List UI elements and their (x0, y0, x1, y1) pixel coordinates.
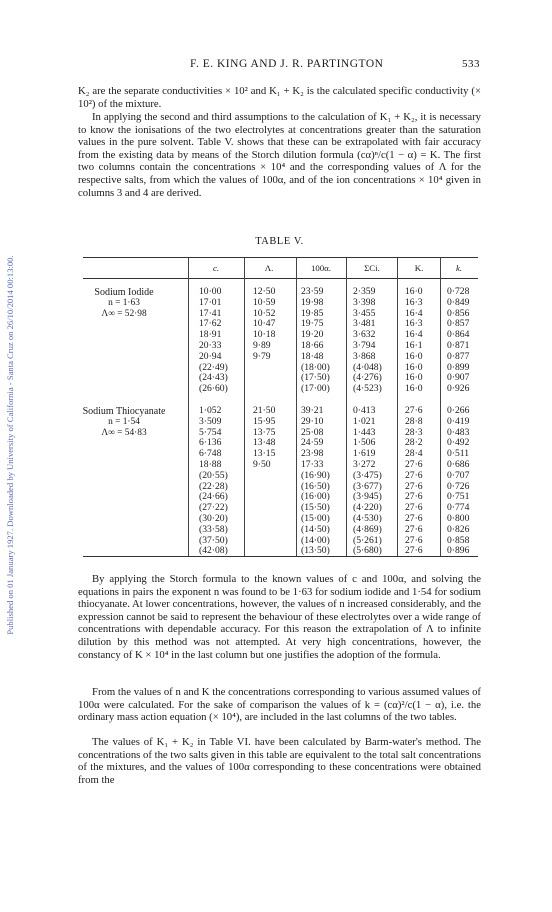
table-cell: (37·50) (199, 534, 228, 546)
table-cell: 9·89 (253, 339, 271, 351)
table-cell: 16·0 (405, 372, 423, 384)
table-cell: 10·52 (253, 307, 276, 319)
provenance-sidebar (2, 0, 18, 912)
table-cell: 28·2 (405, 437, 423, 449)
table-cell: 3·272 (353, 458, 376, 470)
table-cell: (3·945) (353, 491, 382, 503)
table-cell: 0·492 (447, 437, 470, 449)
running-title: F. E. KING AND J. R. PARTINGTON (190, 58, 384, 70)
table-cell: 17·01 (199, 296, 222, 308)
table-cell: 39·21 (301, 405, 324, 416)
paragraph-3: By applying the Storch formula to the known values of c and 100α, and solving the equations in pairs the exponent n was found to be 1·63 for sodium iodide and 1·54 for sodium thiocyanate. At lower concentrations, however, the values of n increased considerably, and the expression cannot be said to represent the behaviour of these electrolytes over a wide range of concentrations with dependable accuracy. For this reason the extrapolation of Λ to infinite dilution by this method was not attempted. At very high concentrations, however, the constancy of K × 10⁴ in the last column but one justifies the adoption of the formula. (78, 573, 481, 661)
table-cell: 0·511 (447, 448, 470, 460)
table-cell: 17·62 (199, 318, 222, 330)
table-cell: 21·50 (253, 405, 276, 416)
table-cell: (5·680) (353, 545, 382, 557)
table-cell: (16·00) (301, 491, 330, 503)
table-cell: (16·90) (301, 469, 330, 481)
table-cell: 13·48 (253, 437, 276, 449)
table-cell: 0·774 (447, 502, 470, 514)
column-header: Λ. (264, 263, 274, 273)
table-cell: 27·6 (405, 480, 423, 492)
table-cell: 23·98 (301, 448, 324, 460)
table-cell: (26·60) (199, 383, 228, 395)
table-cell: 2·359 (353, 286, 376, 297)
table-cell: 0·266 (447, 405, 470, 416)
table-divider (346, 258, 347, 556)
column-100alpha (301, 406, 330, 557)
table-cell: 10·47 (253, 318, 276, 330)
column-header: k. (455, 263, 463, 273)
table-cell: 16·4 (405, 307, 423, 319)
column-c (199, 287, 228, 395)
column-header: ΣCi. (364, 263, 380, 273)
column-lambda (253, 287, 275, 363)
table-cell: 6·136 (199, 437, 222, 449)
table-cell: 27·6 (405, 405, 423, 416)
column-k (447, 287, 469, 395)
table-cell: 0·899 (447, 361, 470, 373)
table-cell: 0·826 (447, 523, 470, 535)
table-cell: 1·021 (353, 415, 376, 427)
table-cell: 0·728 (447, 286, 470, 297)
paragraph-2: In applying the second and third assumptions to the calculation of K₁ + K₂, it is necessary to know the ionisations of the two electrolytes at concentrations greater than the saturation values in the pure solvent. Table V. shows that these can be extrapolated with fair accuracy from the existing data by means of the Storch dilution formula (cα)ⁿ/c(1 − α) = K. The first two columns contain the concentrations × 10⁴ and the corresponding values of Λ for the respective salts, from which the values of 100α, and of the ion concentrations × 10⁴ given in columns 3 and 4 are derived. (78, 111, 481, 199)
salt-name: Sodium Thiocyanate (82, 406, 166, 417)
table-cell: 0·858 (447, 534, 470, 546)
table-cell: 1·619 (353, 448, 376, 460)
exponent-label: n = 1·54 (108, 417, 140, 427)
table-cell: 0·856 (447, 307, 470, 319)
table-cell: (4·530) (353, 512, 382, 524)
table-cell: 9·79 (253, 350, 271, 362)
table-cell: 27·6 (405, 502, 423, 514)
table-cell: (22·49) (199, 361, 228, 373)
column-sum-ci (353, 406, 382, 557)
table-cell: 19·85 (301, 307, 324, 319)
table-top-rule (83, 257, 478, 258)
table-cell: 0·751 (447, 491, 470, 503)
table-divider (440, 258, 441, 556)
table-cell: (4·869) (353, 523, 382, 535)
table-cell: 27·6 (405, 512, 423, 524)
table-cell: 29·10 (301, 415, 324, 427)
table-cell: 27·6 (405, 545, 423, 557)
table-cell: 16·0 (405, 350, 423, 362)
table-cell: 3·455 (353, 307, 376, 319)
table-cell: 28·3 (405, 426, 423, 438)
table-cell: (15·50) (301, 502, 330, 514)
table-cell: 18·66 (301, 339, 324, 351)
table-cell: 18·48 (301, 350, 324, 362)
table-cell: 12·50 (253, 286, 276, 297)
table-cell: 27·6 (405, 523, 423, 535)
column-K (405, 406, 423, 557)
table-cell: (5·261) (353, 534, 382, 546)
table-cell: 0·707 (447, 469, 470, 481)
table-cell: 0·849 (447, 296, 470, 308)
table-cell: 0·419 (447, 415, 470, 427)
table-cell: 16·4 (405, 329, 423, 341)
column-header: c. (212, 263, 220, 273)
column-lambda (253, 406, 275, 471)
table-cell: 3·481 (353, 318, 376, 330)
provenance-text: Published on 01 January 1927. Downloaded by University of California - Santa Cruz on 26/10/2014 00:13:00. (5, 255, 15, 635)
table-cell: (22·28) (199, 480, 228, 492)
table-cell: (4·048) (353, 361, 382, 373)
column-K (405, 287, 423, 395)
table-cell: 3·509 (199, 415, 222, 427)
paragraph-1: K₂ are the separate conductivities × 10² and K₁ + K₂ is the calculated specific conductivity (× 10²) of the mixture. (78, 85, 481, 110)
limiting-conductivity-label: Λ∞ = 52·98 (101, 309, 147, 319)
table-cell: 1·506 (353, 437, 376, 449)
table-cell: 10·59 (253, 296, 276, 308)
table-cell: (3·475) (353, 469, 382, 481)
table-cell: 9·50 (253, 458, 271, 470)
table-cell: (24·43) (199, 372, 228, 384)
column-100alpha (301, 287, 330, 395)
table-cell: (4·220) (353, 502, 382, 514)
table-cell: 16·0 (405, 383, 423, 395)
table-cell: (18·00) (301, 361, 330, 373)
table-cell: 0·877 (447, 350, 470, 362)
table-cell: 0·926 (447, 383, 470, 395)
table-cell: 3·632 (353, 329, 376, 341)
table-cell: 0·413 (353, 405, 376, 416)
table-cell: 10·18 (253, 329, 276, 341)
table-cell: (15·00) (301, 512, 330, 524)
table-cell: 16·0 (405, 361, 423, 373)
table-cell: 13·75 (253, 426, 276, 438)
table-cell: 0·483 (447, 426, 470, 438)
table-cell: 1·443 (353, 426, 376, 438)
table-cell: 20·94 (199, 350, 222, 362)
table-divider (244, 258, 245, 556)
page-number: 533 (462, 58, 480, 70)
table-caption: TABLE V. (255, 236, 304, 247)
table-cell: (4·523) (353, 383, 382, 395)
column-c (199, 406, 228, 557)
table-divider (296, 258, 297, 556)
table-cell: 0·686 (447, 458, 470, 470)
table-cell: (33·58) (199, 523, 228, 535)
column-sum-ci (353, 287, 382, 395)
table-cell: 16·3 (405, 296, 423, 308)
table-cell: 0·896 (447, 545, 470, 557)
table-cell: (13·50) (301, 545, 330, 557)
limiting-conductivity-label: Λ∞ = 54·83 (101, 428, 147, 438)
table-cell: 19·20 (301, 329, 324, 341)
table-cell: 17·33 (301, 458, 324, 470)
salt-name: Sodium Iodide (94, 287, 154, 298)
table-cell: 16·1 (405, 339, 423, 351)
column-k (447, 406, 469, 557)
table-divider (397, 258, 398, 556)
table-cell: 0·864 (447, 329, 470, 341)
table-cell: 19·75 (301, 318, 324, 330)
table-cell: (30·20) (199, 512, 228, 524)
table-cell: 0·726 (447, 480, 470, 492)
table-cell: 0·800 (447, 512, 470, 524)
table-cell: (3·677) (353, 480, 382, 492)
table-cell: 3·868 (353, 350, 376, 362)
table-cell: (20·55) (199, 469, 228, 481)
paragraph-5: The values of K₁ + K₂ in Table VI. have been calculated by Barm-water's method. The concentrations of the two salts given in this table are equivalent to the total salt concentrations of the mixtures, and the values of 100α corresponding to these concentrations were obtained from the (78, 736, 481, 786)
table-cell: 27·6 (405, 469, 423, 481)
table-cell: (16·50) (301, 480, 330, 492)
table-cell: 15·95 (253, 415, 276, 427)
table-cell: (27·22) (199, 502, 228, 514)
table-cell: (4·276) (353, 372, 382, 384)
table-divider (188, 258, 189, 556)
table-cell: 10·00 (199, 286, 222, 297)
table-cell: 0·907 (447, 372, 470, 384)
paragraph-4: From the values of n and K the concentrations corresponding to various assumed values of 100α were calculated. For the sake of comparison the values of k = (cα)²/c(1 − α), i.e. the ordinary mass action equation (× 10⁴), are included in the last columns of the two tables. (78, 686, 481, 724)
table-cell: 18·88 (199, 458, 222, 470)
table-cell: (14·50) (301, 523, 330, 535)
table-header-rule (83, 278, 478, 279)
table-cell: (24·66) (199, 491, 228, 503)
table-cell: 3·398 (353, 296, 376, 308)
table-cell: 25·08 (301, 426, 324, 438)
exponent-label: n = 1·63 (108, 298, 140, 308)
table-cell: 19·98 (301, 296, 324, 308)
table-cell: 27·6 (405, 534, 423, 546)
table-cell: 17·41 (199, 307, 222, 319)
table-cell: 0·857 (447, 318, 470, 330)
column-header: 100α. (310, 263, 331, 273)
table-cell: 6·748 (199, 448, 222, 460)
table-cell: (14·00) (301, 534, 330, 546)
table-cell: 28·4 (405, 448, 423, 460)
table-cell: 5·754 (199, 426, 222, 438)
table-cell: 1·052 (199, 405, 222, 416)
table-cell: 28·8 (405, 415, 423, 427)
table-cell: 3·794 (353, 339, 376, 351)
table-cell: 20·33 (199, 339, 222, 351)
table-cell: 0·871 (447, 339, 470, 351)
table-cell: 23·59 (301, 286, 324, 297)
table-cell: 13·15 (253, 448, 276, 460)
column-header: K. (414, 263, 424, 273)
table-cell: 16·0 (405, 286, 423, 297)
table-cell: 18·91 (199, 329, 222, 341)
table-cell: 27·6 (405, 491, 423, 503)
table-cell: (17·50) (301, 372, 330, 384)
table-cell: 27·6 (405, 458, 423, 470)
page-header (80, 58, 480, 72)
table-cell: 24·59 (301, 437, 324, 449)
table-cell: 16·3 (405, 318, 423, 330)
table-cell: (42·08) (199, 545, 228, 557)
table-cell: (17·00) (301, 383, 330, 395)
